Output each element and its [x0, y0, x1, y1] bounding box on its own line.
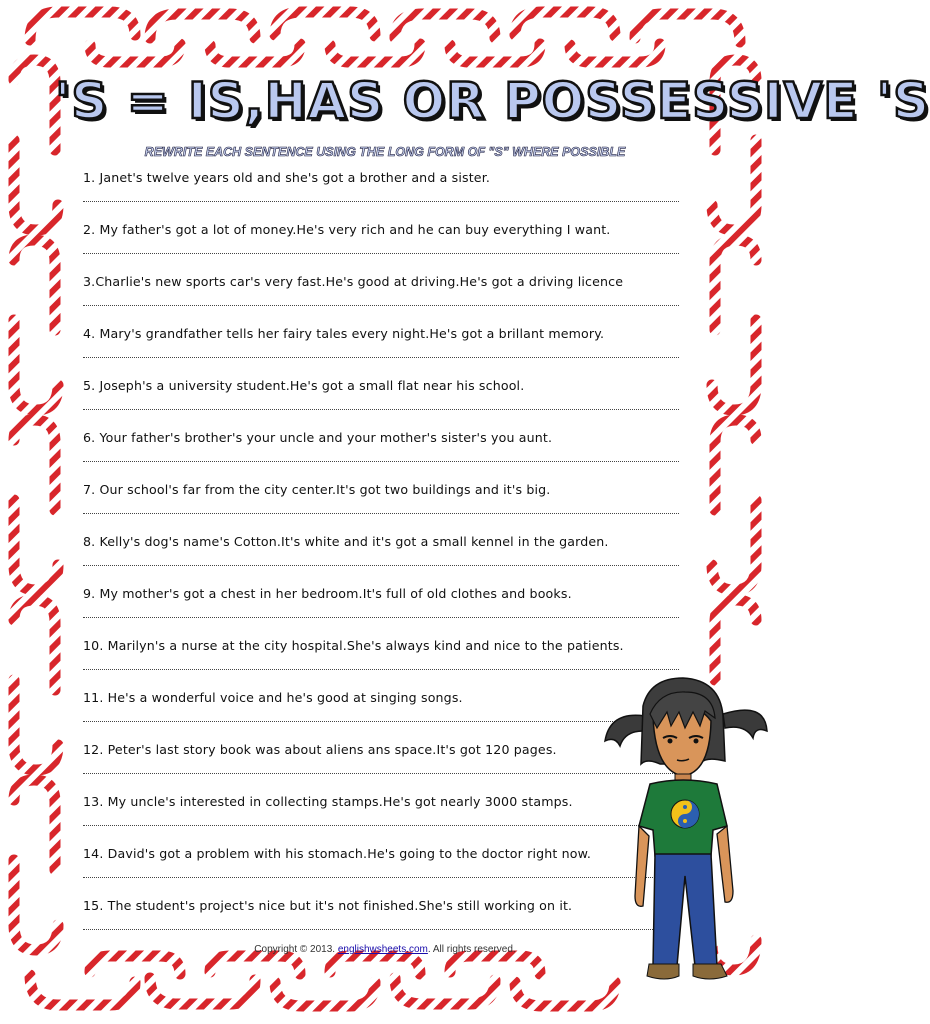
website-link[interactable]: englishwsheets.com [337, 944, 428, 955]
answer-line[interactable] [83, 825, 679, 826]
answer-line[interactable] [83, 357, 679, 358]
copyright-footer [0, 944, 770, 955]
answer-line[interactable] [83, 305, 679, 306]
answer-line[interactable] [83, 409, 679, 410]
answer-line[interactable] [83, 669, 679, 670]
exercise-sentence: 6. Your father's brother's your uncle and your mother's sister's you aunt. [83, 430, 553, 445]
exercise-item [83, 222, 683, 274]
exercise-item [83, 482, 683, 534]
copyright-text: Copyright © 2013. [254, 944, 338, 955]
answer-line[interactable] [83, 929, 679, 930]
exercise-item [83, 794, 683, 846]
exercise-sentence: 3.Charlie's new sports car's very fast.He's good at driving.He's got a driving licence [83, 274, 624, 289]
answer-line[interactable] [83, 773, 679, 774]
exercise-item [83, 170, 683, 222]
exercise-sentence: 12. Peter's last story book was about aliens ans space.It's got 120 pages. [83, 742, 557, 757]
answer-line[interactable] [83, 721, 679, 722]
exercise-sentence: 4. Mary's grandfather tells her fairy tales every night.He's got a brillant memory. [83, 326, 605, 341]
answer-line[interactable] [83, 461, 679, 462]
exercise-item [83, 534, 683, 586]
exercise-sentence: 1. Janet's twelve years old and she's got a brother and a sister. [83, 170, 491, 185]
answer-line[interactable] [83, 513, 679, 514]
exercise-sentence: 7. Our school's far from the city center.It's got two buildings and it's big. [83, 482, 551, 497]
exercise-sentence: 8. Kelly's dog's name's Cotton.It's white and it's got a small kennel in the garden. [83, 534, 609, 549]
worksheet-instructions: REWRITE EACH SENTENCE USING THE LONG FORM OF "S" WHERE POSSIBLE [144, 145, 626, 159]
exercise-sentence: 9. My mother's got a chest in her bedroom.It's full of old clothes and books. [83, 586, 572, 601]
exercise-sentence: 2. My father's got a lot of money.He's very rich and he can buy everything I want. [83, 222, 611, 237]
exercise-item [83, 378, 683, 430]
answer-line[interactable] [83, 253, 679, 254]
exercise-sentence: 5. Joseph's a university student.He's got a small flat near his school. [83, 378, 525, 393]
answer-line[interactable] [83, 565, 679, 566]
rights-text: . All rights reserved. [427, 944, 516, 955]
answer-line[interactable] [83, 877, 679, 878]
exercise-sentence: 14. David's got a problem with his stomach.He's going to the doctor right now. [83, 846, 592, 861]
exercise-item [83, 326, 683, 378]
exercise-item [83, 274, 683, 326]
exercise-sentence: 13. My uncle's interested in collecting stamps.He's got nearly 3000 stamps. [83, 794, 573, 809]
exercise-item [83, 586, 683, 638]
exercise-item [83, 430, 683, 482]
worksheet-title: 'S = IS,HAS OR POSSESSIVE 'S [55, 72, 930, 130]
answer-line[interactable] [83, 201, 679, 202]
exercise-item [83, 846, 683, 898]
exercise-item [83, 690, 683, 742]
exercise-list [83, 170, 683, 950]
exercise-sentence: 11. He's a wonderful voice and he's good at singing songs. [83, 690, 463, 705]
exercise-item [83, 898, 683, 950]
exercise-item [83, 638, 683, 690]
answer-line[interactable] [83, 617, 679, 618]
exercise-sentence: 15. The student's project's nice but it's not finished.She's still working on it. [83, 898, 573, 913]
exercise-item [83, 742, 683, 794]
exercise-sentence: 10. Marilyn's a nurse at the city hospital.She's always kind and nice to the patients. [83, 638, 624, 653]
